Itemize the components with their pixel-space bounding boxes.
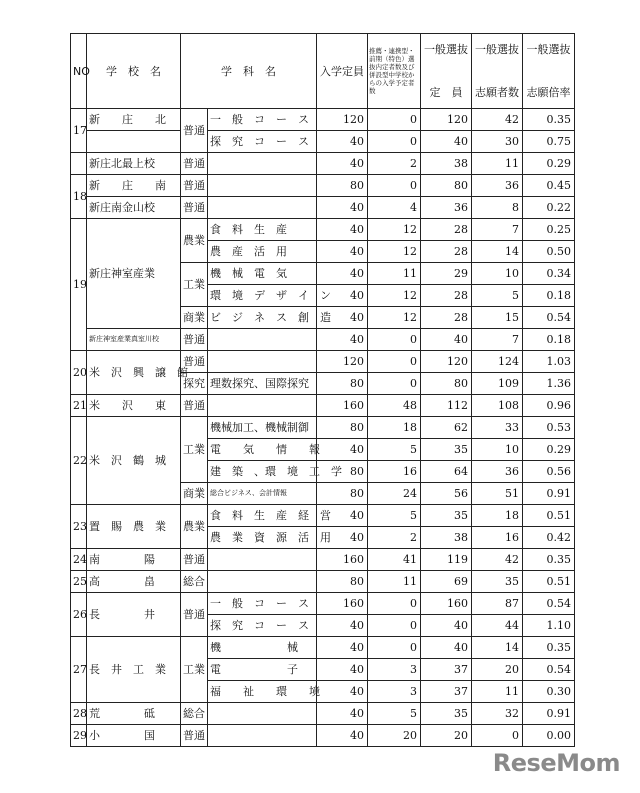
recommend-cell: 0 — [368, 373, 421, 395]
applicants-cell: 14 — [472, 241, 523, 263]
table-row — [71, 351, 575, 373]
applicants-cell: 30 — [472, 131, 523, 153]
course-name — [208, 329, 317, 351]
course-name — [208, 175, 317, 197]
general-capacity-cell: 40 — [421, 131, 472, 153]
recommend-cell: 0 — [368, 175, 421, 197]
recommend-cell: 5 — [368, 439, 421, 461]
row-no — [71, 153, 87, 175]
school-name: 新 庄 北 — [87, 109, 181, 131]
dept-category: 普通 — [181, 329, 208, 351]
dept-category: 普通 — [181, 395, 208, 417]
course-name: 食 料 生 産 — [208, 219, 317, 241]
col-general-capacity — [421, 34, 472, 109]
col-ratio — [523, 34, 575, 109]
table-row — [71, 703, 575, 725]
capacity-cell: 160 — [317, 549, 368, 571]
recommend-cell: 12 — [368, 241, 421, 263]
capacity-cell: 160 — [317, 395, 368, 417]
general-capacity-cell: 112 — [421, 395, 472, 417]
ratio-cell: 0.96 — [523, 395, 575, 417]
applicants-cell: 18 — [472, 505, 523, 527]
applicants-cell: 36 — [472, 175, 523, 197]
dept-category: 普通 — [181, 549, 208, 571]
col-applicants — [472, 34, 523, 109]
applicants-cell: 5 — [472, 285, 523, 307]
general-capacity-cell: 38 — [421, 527, 472, 549]
recommend-cell: 41 — [368, 549, 421, 571]
row-no: 20 — [71, 351, 87, 395]
capacity-cell: 40 — [317, 329, 368, 351]
capacity-cell: 40 — [317, 505, 368, 527]
applicants-cell: 0 — [472, 725, 523, 747]
ratio-cell: 1.03 — [523, 351, 575, 373]
table-row — [71, 131, 575, 153]
course-name: 環 境 デ ザ イ ン — [208, 285, 317, 307]
dept-category: 農業 — [181, 505, 208, 549]
capacity-cell: 40 — [317, 131, 368, 153]
ratio-cell: 0.34 — [523, 263, 575, 285]
recommend-cell: 3 — [368, 681, 421, 703]
capacity-cell: 80 — [317, 461, 368, 483]
general-capacity-cell: 80 — [421, 175, 472, 197]
dept-category: 普通 — [181, 593, 208, 637]
ratio-cell: 0.35 — [523, 637, 575, 659]
admissions-table — [70, 33, 575, 747]
course-name: 一 般 コ ー ス — [208, 593, 317, 615]
course-name: 電 気 情 報 — [208, 439, 317, 461]
table-row — [71, 109, 575, 131]
school-name: 高 畠 — [87, 571, 181, 593]
course-name: 一 般 コ ー ス — [208, 109, 317, 131]
applicants-cell: 15 — [472, 307, 523, 329]
ratio-cell: 0.54 — [523, 659, 575, 681]
school-name — [87, 131, 181, 153]
col-applicants-bottom: 志願者数 — [475, 86, 519, 99]
course-name: ビ ジ ネ ス 創 造 — [208, 307, 317, 329]
ratio-cell: 0.91 — [523, 703, 575, 725]
capacity-cell: 40 — [317, 527, 368, 549]
course-name: 農 業 資 源 活 用 — [208, 527, 317, 549]
course-name — [208, 351, 317, 373]
applicants-cell: 7 — [472, 219, 523, 241]
course-name: 食 料 生 産 経 営 — [208, 505, 317, 527]
applicants-cell: 36 — [472, 461, 523, 483]
school-name: 新庄北最上校 — [87, 153, 181, 175]
applicants-cell: 42 — [472, 549, 523, 571]
applicants-cell: 44 — [472, 615, 523, 637]
recommend-cell: 0 — [368, 131, 421, 153]
applicants-cell: 10 — [472, 439, 523, 461]
general-capacity-cell: 160 — [421, 593, 472, 615]
general-capacity-cell: 120 — [421, 351, 472, 373]
ratio-cell: 0.29 — [523, 439, 575, 461]
dept-category: 工業 — [181, 263, 208, 307]
applicants-cell: 33 — [472, 417, 523, 439]
capacity-cell: 40 — [317, 659, 368, 681]
course-name — [208, 703, 317, 725]
dept-category: 工業 — [181, 637, 208, 703]
school-name: 米 沢 東 — [87, 395, 181, 417]
ratio-cell: 0.35 — [523, 549, 575, 571]
recommend-cell: 0 — [368, 615, 421, 637]
ratio-cell: 0.42 — [523, 527, 575, 549]
recommend-cell: 12 — [368, 307, 421, 329]
table-row — [71, 395, 575, 417]
recommend-cell: 16 — [368, 461, 421, 483]
row-no: 17 — [71, 109, 87, 153]
capacity-cell: 40 — [317, 637, 368, 659]
school-name: 長 井 工 業 — [87, 637, 181, 703]
capacity-cell: 80 — [317, 175, 368, 197]
course-name — [208, 549, 317, 571]
capacity-cell: 40 — [317, 725, 368, 747]
ratio-cell: 0.18 — [523, 329, 575, 351]
ratio-cell: 0.51 — [523, 571, 575, 593]
applicants-cell: 42 — [472, 109, 523, 131]
dept-category: 総合 — [181, 571, 208, 593]
recommend-cell: 11 — [368, 263, 421, 285]
capacity-cell: 40 — [317, 285, 368, 307]
ratio-cell: 1.36 — [523, 373, 575, 395]
col-school: 学 校 名 — [87, 34, 181, 109]
ratio-cell: 0.91 — [523, 483, 575, 505]
capacity-cell: 40 — [317, 439, 368, 461]
col-ratio-top: 一般選抜 — [526, 43, 571, 56]
course-name: 建 築 、環 境 工 学 — [208, 461, 317, 483]
table-row — [71, 571, 575, 593]
recommend-cell: 20 — [368, 725, 421, 747]
applicants-cell: 51 — [472, 483, 523, 505]
applicants-cell: 20 — [472, 659, 523, 681]
general-capacity-cell: 80 — [421, 373, 472, 395]
capacity-cell: 40 — [317, 219, 368, 241]
general-capacity-cell: 38 — [421, 153, 472, 175]
general-capacity-cell: 62 — [421, 417, 472, 439]
capacity-cell: 40 — [317, 241, 368, 263]
recommend-cell: 5 — [368, 703, 421, 725]
dept-category: 探究 — [181, 373, 208, 395]
col-general-capacity-top: 一般選抜 — [424, 43, 468, 56]
recommend-cell: 5 — [368, 505, 421, 527]
capacity-cell: 40 — [317, 263, 368, 285]
row-no: 22 — [71, 417, 87, 505]
ratio-cell: 0.75 — [523, 131, 575, 153]
ratio-cell: 0.51 — [523, 505, 575, 527]
dept-category: 普通 — [181, 175, 208, 197]
applicants-cell: 16 — [472, 527, 523, 549]
applicants-cell: 124 — [472, 351, 523, 373]
recommend-cell: 2 — [368, 153, 421, 175]
applicants-cell: 10 — [472, 263, 523, 285]
recommend-cell: 12 — [368, 285, 421, 307]
col-ratio-bottom: 志願倍率 — [526, 86, 571, 99]
capacity-cell: 80 — [317, 417, 368, 439]
applicants-cell: 35 — [472, 571, 523, 593]
capacity-cell: 40 — [317, 153, 368, 175]
course-name: 探 究 コ ー ス — [208, 131, 317, 153]
col-capacity: 入学定員 — [317, 34, 368, 109]
course-name: 機械加工、機械制御 — [208, 417, 317, 439]
recommend-cell: 0 — [368, 109, 421, 131]
row-no: 23 — [71, 505, 87, 549]
ratio-cell: 0.29 — [523, 153, 575, 175]
school-name: 米 沢 鶴 城 — [87, 417, 181, 505]
ratio-cell: 1.10 — [523, 615, 575, 637]
recommend-cell: 0 — [368, 593, 421, 615]
general-capacity-cell: 28 — [421, 307, 472, 329]
school-name: 置 賜 農 業 — [87, 505, 181, 549]
course-name — [208, 153, 317, 175]
applicants-cell: 87 — [472, 593, 523, 615]
recommend-cell: 11 — [368, 571, 421, 593]
capacity-cell: 120 — [317, 351, 368, 373]
general-capacity-cell: 40 — [421, 615, 472, 637]
ratio-cell: 0.35 — [523, 109, 575, 131]
col-dept: 学 科 名 — [181, 34, 317, 109]
recommend-cell: 12 — [368, 219, 421, 241]
course-name — [208, 395, 317, 417]
applicants-cell: 8 — [472, 197, 523, 219]
dept-category: 普通 — [181, 725, 208, 747]
general-capacity-cell: 20 — [421, 725, 472, 747]
ratio-cell: 0.00 — [523, 725, 575, 747]
general-capacity-cell: 69 — [421, 571, 472, 593]
dept-category: 普通 — [181, 197, 208, 219]
header-row — [71, 34, 575, 109]
capacity-cell: 40 — [317, 197, 368, 219]
capacity-cell: 40 — [317, 703, 368, 725]
recommend-cell: 48 — [368, 395, 421, 417]
row-no: 25 — [71, 571, 87, 593]
row-no: 26 — [71, 593, 87, 637]
school-name: 小 国 — [87, 725, 181, 747]
school-name: 荒 砥 — [87, 703, 181, 725]
school-name: 新庄神室産業真室川校 — [87, 329, 181, 351]
recommend-cell: 24 — [368, 483, 421, 505]
row-no: 29 — [71, 725, 87, 747]
course-name: 探 究 コ ー ス — [208, 615, 317, 637]
general-capacity-cell: 35 — [421, 703, 472, 725]
general-capacity-cell: 120 — [421, 109, 472, 131]
applicants-cell: 108 — [472, 395, 523, 417]
school-name: 新 庄 南 — [87, 175, 181, 197]
recommend-cell: 0 — [368, 329, 421, 351]
course-name — [208, 571, 317, 593]
applicants-cell: 11 — [472, 153, 523, 175]
general-capacity-cell: 119 — [421, 549, 472, 571]
school-name: 新庄神室産業 — [87, 219, 181, 329]
row-no: 27 — [71, 637, 87, 703]
ratio-cell: 0.30 — [523, 681, 575, 703]
capacity-cell: 80 — [317, 571, 368, 593]
school-name: 長 井 — [87, 593, 181, 637]
resemom-logo: ReseMom — [492, 749, 620, 777]
ratio-cell: 0.56 — [523, 461, 575, 483]
row-no: 18 — [71, 175, 87, 219]
ratio-cell: 0.54 — [523, 593, 575, 615]
recommend-cell: 2 — [368, 527, 421, 549]
dept-category: 商業 — [181, 483, 208, 505]
capacity-cell: 40 — [317, 615, 368, 637]
ratio-cell: 0.45 — [523, 175, 575, 197]
general-capacity-cell: 35 — [421, 439, 472, 461]
capacity-cell: 80 — [317, 483, 368, 505]
dept-category: 普通 — [181, 109, 208, 153]
general-capacity-cell: 37 — [421, 681, 472, 703]
table-row — [71, 637, 575, 659]
recommend-cell: 3 — [368, 659, 421, 681]
dept-category: 農業 — [181, 219, 208, 263]
capacity-cell: 80 — [317, 373, 368, 395]
row-no: 19 — [71, 219, 87, 351]
general-capacity-cell: 28 — [421, 285, 472, 307]
applicants-cell: 7 — [472, 329, 523, 351]
course-name: 機 械 — [208, 637, 317, 659]
general-capacity-cell: 36 — [421, 197, 472, 219]
ratio-cell: 0.54 — [523, 307, 575, 329]
ratio-cell: 0.53 — [523, 417, 575, 439]
dept-category: 総合 — [181, 703, 208, 725]
dept-category: 工業 — [181, 417, 208, 483]
general-capacity-cell: 56 — [421, 483, 472, 505]
ratio-cell: 0.18 — [523, 285, 575, 307]
general-capacity-cell: 64 — [421, 461, 472, 483]
dept-category: 商業 — [181, 307, 208, 329]
table-row — [71, 329, 575, 351]
course-name — [208, 197, 317, 219]
dept-category: 普通 — [181, 153, 208, 175]
row-no: 28 — [71, 703, 87, 725]
recommend-cell: 0 — [368, 351, 421, 373]
recommend-cell: 0 — [368, 637, 421, 659]
ratio-cell: 0.22 — [523, 197, 575, 219]
ratio-cell: 0.25 — [523, 219, 575, 241]
school-name: 米 沢 興 譲 館 — [87, 351, 181, 395]
course-name — [208, 725, 317, 747]
table-row — [71, 549, 575, 571]
applicants-cell: 109 — [472, 373, 523, 395]
col-recommend: 推薦・連携型・前期（特色）選抜内定者数及び併設型中学校からの入学予定者数 — [368, 34, 421, 109]
col-no: NO — [71, 34, 87, 109]
row-no: 24 — [71, 549, 87, 571]
capacity-cell: 120 — [317, 109, 368, 131]
table-row — [71, 725, 575, 747]
school-name: 南 陽 — [87, 549, 181, 571]
general-capacity-cell: 28 — [421, 219, 472, 241]
course-name: 福 祉 環 境 — [208, 681, 317, 703]
course-name: 機 械 電 気 — [208, 263, 317, 285]
table-row — [71, 197, 575, 219]
capacity-cell: 160 — [317, 593, 368, 615]
applicants-cell: 11 — [472, 681, 523, 703]
general-capacity-cell: 40 — [421, 637, 472, 659]
table-row — [71, 219, 575, 241]
applicants-cell: 32 — [472, 703, 523, 725]
col-applicants-top: 一般選抜 — [475, 43, 519, 56]
recommend-cell: 4 — [368, 197, 421, 219]
school-name: 新庄南金山校 — [87, 197, 181, 219]
course-name: 総合ビジネス、会計情報 — [208, 483, 317, 505]
general-capacity-cell: 29 — [421, 263, 472, 285]
general-capacity-cell: 37 — [421, 659, 472, 681]
general-capacity-cell: 40 — [421, 329, 472, 351]
table-row — [71, 505, 575, 527]
course-name: 電 子 — [208, 659, 317, 681]
col-general-capacity-bottom: 定 員 — [429, 86, 463, 99]
dept-category: 普通 — [181, 351, 208, 373]
table-row — [71, 153, 575, 175]
row-no: 21 — [71, 395, 87, 417]
general-capacity-cell: 28 — [421, 241, 472, 263]
applicants-cell: 14 — [472, 637, 523, 659]
ratio-cell: 0.50 — [523, 241, 575, 263]
table-row — [71, 175, 575, 197]
capacity-cell: 40 — [317, 307, 368, 329]
table-row — [71, 417, 575, 439]
capacity-cell: 40 — [317, 681, 368, 703]
course-name: 理数探究、国際探究 — [208, 373, 317, 395]
general-capacity-cell: 35 — [421, 505, 472, 527]
course-name: 農 産 活 用 — [208, 241, 317, 263]
table-row — [71, 593, 575, 615]
recommend-cell: 18 — [368, 417, 421, 439]
